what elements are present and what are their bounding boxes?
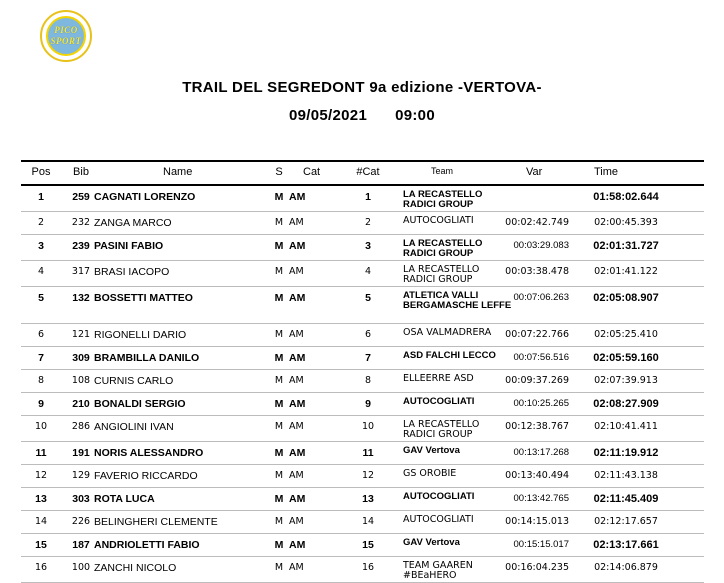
cell-cat: AM [289, 217, 304, 228]
table-row [21, 465, 704, 488]
cell-time: 02:10:41.411 [594, 421, 658, 432]
cell-time: 02:05:59.160 [593, 352, 659, 364]
table-row [21, 186, 704, 212]
cell-team: AUTOCOGLIATI [403, 514, 474, 525]
cell-cat-rank: 10 [361, 421, 375, 432]
cell-pos: 10 [34, 421, 48, 432]
cell-name: CAGNATI LORENZO [94, 191, 196, 203]
results-table-header [21, 160, 704, 186]
cell-sex: M [274, 493, 284, 505]
cell-bib: 191 [72, 447, 90, 459]
col-time-header: Time [594, 166, 619, 178]
cell-sex: M [274, 562, 284, 573]
table-row [21, 324, 704, 347]
cell-var: 00:16:04.235 [505, 562, 569, 573]
cell-cat: AM [289, 375, 304, 386]
cell-bib: 108 [71, 375, 91, 386]
table-row [21, 393, 704, 416]
cell-sex: M [274, 447, 284, 459]
cell-bib: 210 [72, 398, 90, 410]
cell-sex: M [274, 191, 284, 203]
logo-text-line2: SPORT [50, 36, 82, 46]
cell-var: 00:15:15.017 [513, 539, 569, 550]
cell-cat-rank: 3 [365, 240, 371, 252]
cell-bib: 132 [72, 292, 90, 304]
col-var-header: Var [526, 166, 543, 178]
cell-cat-rank: 14 [361, 516, 375, 527]
cell-bib: 100 [71, 562, 91, 573]
cell-var: 00:13:40.494 [505, 470, 569, 481]
cell-team: ATLETICA VALLI BERGAMASCHE LEFFE [403, 290, 512, 311]
cell-cat: AM [289, 562, 304, 573]
cell-name: ZANCHI NICOLO [94, 562, 177, 574]
cell-sex: M [274, 266, 284, 277]
cell-cat: AM [289, 352, 306, 364]
cell-var: 00:10:25.265 [513, 398, 569, 409]
cell-pos: 8 [37, 375, 45, 386]
cell-cat-rank: 16 [361, 562, 375, 573]
cell-var: 00:07:22.766 [505, 329, 569, 340]
cell-cat-rank: 13 [362, 493, 374, 505]
cell-var: 00:09:37.269 [505, 375, 569, 386]
cell-cat-rank: 4 [364, 266, 372, 277]
race-title: TRAIL DEL SEGREDONT 9a edizione -VERTOVA- [182, 79, 542, 96]
cell-time: 02:13:17.661 [593, 539, 659, 551]
cell-pos: 4 [37, 266, 45, 277]
table-row [21, 534, 704, 557]
cell-time: 02:05:08.907 [593, 292, 659, 304]
cell-var: 00:14:15.013 [505, 516, 569, 527]
cell-name: PASINI FABIO [94, 240, 164, 252]
cell-team: TEAM GAAREN #BEaHERO [403, 560, 473, 581]
table-row [21, 557, 704, 583]
cell-cat-rank: 7 [365, 352, 371, 364]
cell-name: CURNIS CARLO [94, 375, 174, 387]
cell-sex: M [274, 398, 284, 410]
table-row [21, 442, 704, 465]
cell-bib: 232 [71, 217, 91, 228]
cell-var: 00:03:38.478 [505, 266, 569, 277]
cell-cat: AM [289, 539, 306, 551]
cell-pos: 2 [37, 217, 45, 228]
cell-sex: M [274, 329, 284, 340]
cell-bib: 129 [71, 470, 91, 481]
cell-cat-rank: 11 [362, 447, 374, 459]
cell-var: 00:13:17.268 [513, 447, 569, 458]
cell-team: GAV Vertova [403, 445, 460, 456]
race-time: 09:00 [395, 107, 435, 124]
cell-cat: AM [289, 421, 304, 432]
cell-bib: 239 [72, 240, 90, 252]
cell-team: GAV Vertova [403, 537, 460, 548]
cell-name: BELINGHERI CLEMENTE [94, 516, 218, 528]
cell-pos: 6 [37, 329, 45, 340]
col-sex-header: S [275, 166, 283, 178]
cell-pos: 11 [35, 447, 47, 459]
cell-name: NORIS ALESSANDRO [94, 447, 204, 459]
cell-team: ELLEERRE ASD [403, 373, 474, 384]
table-row [21, 416, 704, 442]
cell-pos: 15 [35, 539, 47, 551]
cell-name: ANDRIOLETTI FABIO [94, 539, 200, 551]
cell-var: 00:02:42.749 [505, 217, 569, 228]
col-team-header: Team [431, 166, 454, 176]
cell-var: 00:07:06.263 [513, 292, 569, 303]
cell-sex: M [274, 421, 284, 432]
cell-time: 02:01:41.122 [594, 266, 658, 277]
cell-cat: AM [289, 447, 306, 459]
cell-pos: 5 [38, 292, 44, 304]
cell-time: 02:07:39.913 [594, 375, 658, 386]
cell-time: 02:12:17.657 [594, 516, 658, 527]
cell-name: BONALDI SERGIO [94, 398, 186, 410]
cell-bib: 226 [71, 516, 91, 527]
cell-cat: AM [289, 493, 306, 505]
cell-team: AUTOCOGLIATI [403, 215, 474, 226]
cell-name: RIGONELLI DARIO [94, 329, 187, 341]
cell-cat: AM [289, 191, 306, 203]
cell-bib: 259 [72, 191, 90, 203]
table-row [21, 488, 704, 511]
cell-cat-rank: 1 [365, 191, 371, 203]
cell-pos: 9 [38, 398, 44, 410]
cell-time: 02:14:06.879 [594, 562, 658, 573]
table-row [21, 370, 704, 393]
cell-sex: M [274, 375, 284, 386]
cell-cat: AM [289, 292, 306, 304]
cell-time: 02:01:31.727 [593, 240, 659, 252]
cell-var: 00:13:42.765 [513, 493, 569, 504]
pico-sport-logo [40, 10, 92, 62]
cell-cat: AM [289, 470, 304, 481]
cell-pos: 16 [34, 562, 48, 573]
cell-team: LA RECASTELLO RADICI GROUP [403, 238, 483, 259]
cell-team: AUTOCOGLIATI [403, 396, 475, 407]
cell-pos: 12 [34, 470, 48, 481]
col-name-header: Name [163, 166, 193, 178]
col-bib-header: Bib [73, 166, 89, 178]
race-date: 09/05/2021 [289, 107, 368, 124]
cell-time: 02:11:43.138 [594, 470, 658, 481]
cell-name: BRAMBILLA DANILO [94, 352, 200, 364]
col-pos-header: Pos [31, 166, 51, 178]
cell-cat-rank: 2 [364, 217, 372, 228]
cell-team: GS OROBIE [403, 468, 457, 479]
col-cat-rank-header: #Cat [356, 166, 380, 178]
cell-time: 02:00:45.393 [594, 217, 658, 228]
cell-team: OSA VALMADRERA [403, 327, 492, 338]
cell-name: ZANGA MARCO [94, 217, 172, 229]
race-datetime [0, 107, 724, 124]
cell-sex: M [274, 516, 284, 527]
cell-bib: 286 [71, 421, 91, 432]
cell-sex: M [274, 292, 284, 304]
cell-var: 00:12:38.767 [505, 421, 569, 432]
cell-bib: 187 [72, 539, 90, 551]
cell-cat-rank: 6 [364, 329, 372, 340]
cell-cat-rank: 12 [361, 470, 375, 481]
cell-cat-rank: 15 [362, 539, 374, 551]
col-cat-header: Cat [303, 166, 321, 178]
cell-team: ASD FALCHI LECCO [403, 350, 496, 361]
table-row [21, 261, 704, 287]
cell-cat: AM [289, 398, 306, 410]
cell-bib: 309 [72, 352, 90, 364]
cell-time: 02:11:19.912 [593, 447, 659, 459]
table-row [21, 212, 704, 235]
results-table [21, 160, 704, 583]
cell-pos: 3 [38, 240, 44, 252]
cell-cat: AM [289, 266, 304, 277]
cell-time: 01:58:02.644 [593, 191, 659, 203]
cell-cat-rank: 8 [364, 375, 372, 386]
cell-pos: 7 [38, 352, 44, 364]
cell-sex: M [274, 240, 284, 252]
cell-name: ROTA LUCA [94, 493, 155, 505]
cell-bib: 303 [72, 493, 90, 505]
table-row [21, 235, 704, 261]
cell-time: 02:11:45.409 [593, 493, 659, 505]
cell-pos: 14 [34, 516, 48, 527]
cell-var: 00:07:56.516 [513, 352, 569, 363]
cell-sex: M [274, 217, 284, 228]
table-row [21, 511, 704, 534]
table-row [21, 347, 704, 370]
cell-bib: 121 [71, 329, 91, 340]
cell-team: LA RECASTELLO RADICI GROUP [403, 419, 480, 440]
results-rows [21, 186, 704, 583]
cell-cat-rank: 5 [365, 292, 371, 304]
cell-team: LA RECASTELLO RADICI GROUP [403, 189, 483, 210]
cell-bib: 317 [71, 266, 91, 277]
cell-time: 02:08:27.909 [593, 398, 659, 410]
cell-name: BOSSETTI MATTEO [94, 292, 193, 304]
cell-cat: AM [289, 329, 304, 340]
logo-text-line1: PICO [54, 25, 78, 35]
cell-pos: 1 [38, 191, 44, 203]
cell-team: AUTOCOGLIATI [403, 491, 475, 502]
cell-var: 00:03:29.083 [513, 240, 569, 251]
cell-cat-rank: 9 [365, 398, 371, 410]
table-row [21, 287, 704, 324]
cell-sex: M [274, 470, 284, 481]
cell-time: 02:05:25.410 [594, 329, 658, 340]
cell-team: LA RECASTELLO RADICI GROUP [403, 264, 480, 285]
cell-sex: M [274, 352, 284, 364]
cell-name: ANGIOLINI IVAN [94, 421, 174, 433]
cell-name: BRASI IACOPO [94, 266, 170, 278]
cell-pos: 13 [35, 493, 47, 505]
cell-sex: M [274, 539, 284, 551]
logo-badge [46, 16, 86, 56]
cell-cat: AM [289, 516, 304, 527]
cell-cat: AM [289, 240, 306, 252]
cell-name: FAVERIO RICCARDO [94, 470, 198, 482]
